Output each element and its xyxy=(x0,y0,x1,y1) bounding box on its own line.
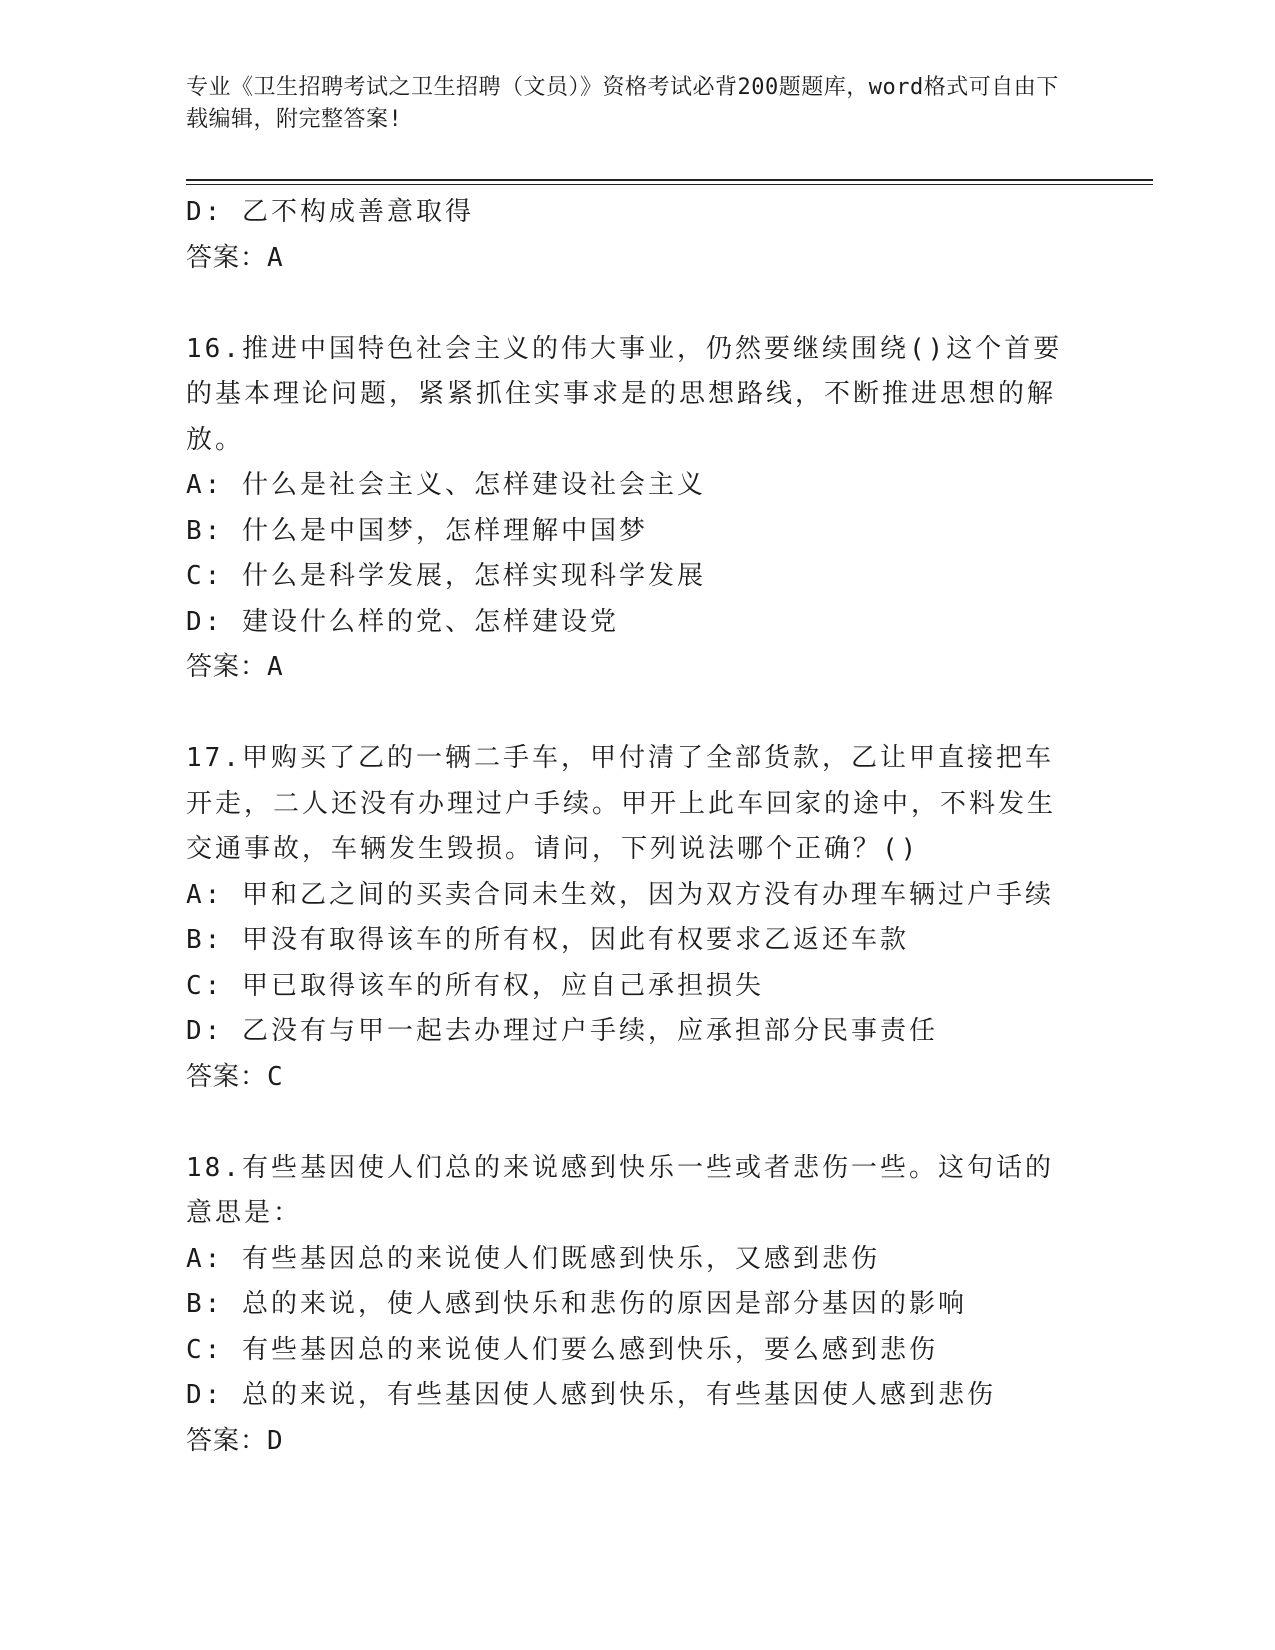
option-c: C: 甲已取得该车的所有权，应自己承担损失 xyxy=(186,970,764,1001)
answer-label: 答案： xyxy=(186,1061,268,1092)
option-b: B: 总的来说，使人感到快乐和悲伤的原因是部分基因的影响 xyxy=(186,1289,967,1319)
answer-value: C xyxy=(267,1061,284,1092)
spacer xyxy=(186,1100,1071,1146)
option-a: A: 什么是社会主义、怎样建设社会主义 xyxy=(186,470,706,500)
question-text: 17.甲购买了乙的一辆二手车，甲付清了全部货款，乙让甲直接把车开走，二人还没有办理过户手续。甲开上此车回家的途中，不料发生交通事故，车辆发生毁损。请问，下列说法哪个正确？() xyxy=(186,743,1057,864)
question-block xyxy=(186,1146,1071,1465)
option-d: D: 建设什么样的党、怎样建设党 xyxy=(186,606,619,637)
answer-line xyxy=(186,645,1071,691)
option-b: B: 甲没有取得该车的所有权，因此有权要求乙返还车款 xyxy=(186,925,909,955)
option-c: C: 有些基因总的来说使人们要么感到快乐，要么感到悲伤 xyxy=(186,1334,938,1365)
option-d: D: 总的来说，有些基因使人感到快乐，有些基因使人感到悲伤 xyxy=(186,1380,996,1410)
header-divider-thin xyxy=(186,184,1153,185)
question-content xyxy=(186,190,1071,1464)
page-header xyxy=(186,72,1066,136)
option-d: D: 乙没有与甲一起去办理过户手续，应承担部分民事责任 xyxy=(186,1016,938,1046)
spacer xyxy=(186,281,1071,327)
option-a: A: 有些基因总的来说使人们既感到快乐，又感到悲伤 xyxy=(186,1243,880,1274)
option-d: D: 乙不构成善意取得 xyxy=(186,197,474,227)
answer-value: D xyxy=(267,1425,284,1456)
option-a: A: 甲和乙之间的买卖合同未生效，因为双方没有办理车辆过户手续 xyxy=(186,879,1054,910)
answer-label: 答案： xyxy=(186,242,268,273)
spacer xyxy=(186,691,1071,737)
question-block xyxy=(186,327,1071,691)
answer-value: A xyxy=(267,242,284,273)
question-block xyxy=(186,736,1071,1100)
header-divider-thick xyxy=(186,179,1153,181)
answer-label: 答案： xyxy=(186,1425,268,1456)
header-text: 专业《卫生招聘考试之卫生招聘（文员）》资格考试必背200题题库，word格式可自由下载编辑，附完整答案! xyxy=(186,75,1059,132)
option-b: B: 什么是中国梦，怎样理解中国梦 xyxy=(186,515,648,546)
question-text: 16.推进中国特色社会主义的伟大事业，仍然要继续围绕()这个首要的基本理论问题，紧紧抓住实事求是的思想路线，不断推进思想的解放。 xyxy=(186,333,1063,455)
answer-line xyxy=(186,236,1071,282)
answer-value: A xyxy=(267,652,284,682)
option-c: C: 什么是科学发展，怎样实现科学发展 xyxy=(186,561,706,591)
answer-label: 答案： xyxy=(186,652,268,682)
answer-line xyxy=(186,1419,1071,1465)
answer-line xyxy=(186,1055,1071,1101)
question-text: 18.有些基因使人们总的来说感到快乐一些或者悲伤一些。这句话的意思是： xyxy=(186,1152,1054,1228)
